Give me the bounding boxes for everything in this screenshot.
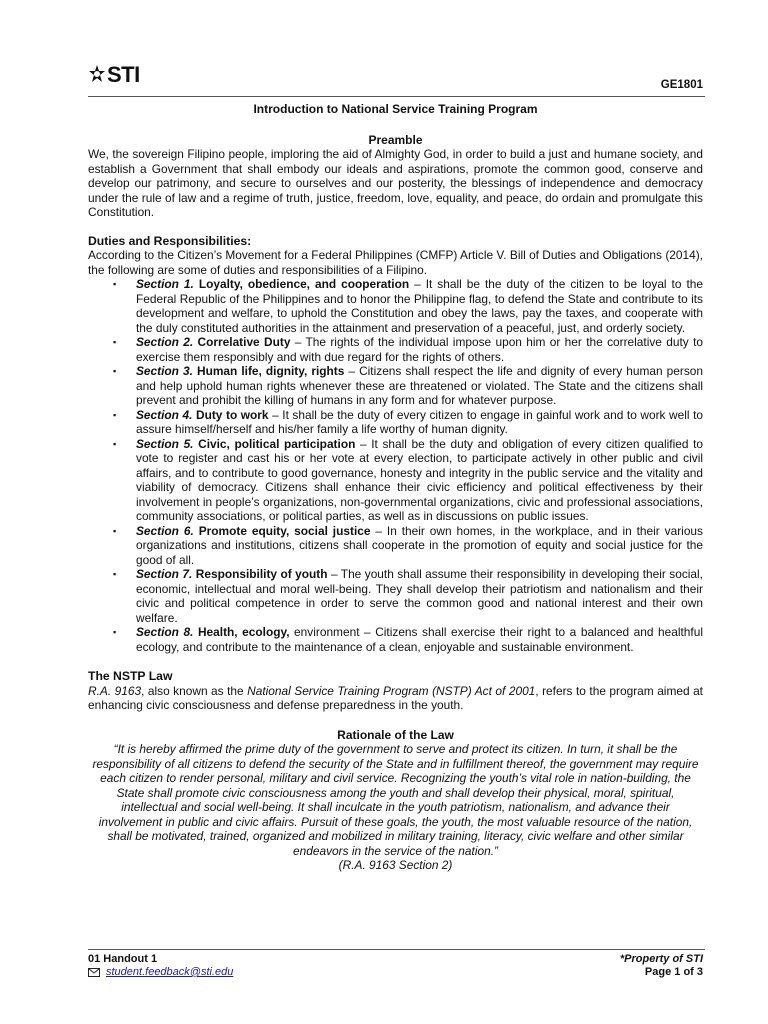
nstp-text-1: , also known as the	[141, 683, 248, 698]
sti-logo	[88, 63, 140, 87]
email-row	[88, 966, 233, 979]
nstp-act: National Service Training Program (NSTP) Act of 2001	[247, 683, 536, 698]
section-number: Section 1.	[136, 277, 194, 291]
section-title: Promote equity, social justice	[198, 523, 371, 538]
rationale-heading: Rationale of the Law	[337, 727, 454, 742]
section-text: – Citizens shall respect the life and dignity of every human person and help uphold human rights whenever these are threatened or violated. The State and the citizens shall prevent and prohibit the killing of humans in any form and for whatever purpose.	[136, 364, 703, 407]
section-number: Section 7.	[136, 567, 193, 581]
list-item	[88, 364, 703, 408]
section-number: Section 5.	[136, 436, 194, 451]
section-text: – The rights of the individual impose upon him or her the correlative duty to exercise them responsibly and with due regard for the rights of others.	[136, 335, 703, 364]
bullet-icon: ▪	[113, 438, 117, 449]
bullet-icon: ▪	[113, 337, 117, 347]
section-title: Duty to work	[196, 407, 269, 422]
section-number: Section 2.	[136, 335, 194, 349]
bullet-icon: ▪	[113, 409, 117, 420]
sti-logo-icon	[88, 64, 106, 86]
section-text: environment – Citizens shall exercise their right to a balanced and healthful ecology, and contribute to the maintenance of a clean, enjoyable and sustainable environment.	[136, 625, 703, 654]
section-title: Civic, political participation	[198, 436, 356, 451]
list-item	[88, 335, 703, 364]
list-item	[88, 437, 703, 524]
list-item	[88, 625, 703, 654]
sections-list	[88, 277, 703, 654]
section-number: Section 4.	[136, 407, 193, 422]
preamble-text: We, the sovereign Filipino people, imploring the aid of Almighty God, in order to build a just and humane society, and establish a Government that shall embody our ideals and aspirations, promote the common good, conserve and develop our patrimony, and secure to ourselves and our posterity, the blessings of independence and democracy under the rule of law and a regime of truth, justice, freedom, love, equality, and peace, do ordain and promulgate this Constitution.	[88, 147, 703, 219]
duties-intro: According to the Citizen’s Movement for a Federal Philippines (CMFP) Article V. Bill of Duties and Obligations (2014), the following are some of duties and responsibilities of a Filipino.	[88, 248, 703, 277]
section-number: Section 3.	[136, 364, 193, 378]
section-title: Human life, dignity, rights	[196, 364, 345, 378]
nstp-ra: R.A. 9163	[88, 683, 142, 698]
bullet-icon: ▪	[113, 366, 117, 376]
nstp-text	[88, 684, 703, 713]
page-number: Page 1 of 3	[644, 966, 703, 978]
rationale-quote: “It is hereby affirmed the prime duty of the government to serve and protect its citizen. In turn, it shall be the responsibility of all citizens to defend the security of the State and in fulfillment thereof, the government may require each citizen to render personal, military and civil service. Recognizing the youth’s vital role in nation-building, the State shall promote civic consciousness among the youth and shall develop their physical, moral, spiritual, intellectual and social well-being. It shall inculcate in the youth patriotism, nationalism, and advance their involvement in public and civic affairs. Pursuit of these goals, the youth, the most valuable resource of the nation, shall be motivated, trained, organized and mobilized in military training, literacy, civic welfare and other similar endeavors in the service of the nation.”	[92, 742, 699, 858]
document-body	[88, 100, 703, 873]
footer-left	[88, 953, 233, 979]
nstp-heading: The NSTP Law	[88, 669, 173, 683]
nstp-text-2: , refers to the program aimed at enhancing civic consciousness and defense preparedness in the youth.	[88, 683, 703, 712]
section-title: Responsibility of youth	[195, 567, 328, 581]
section-text: – It shall be the duty and obligation of every citizen qualified to vote to register and cast his or her vote at every election, to participate actively in other public and civil affairs, and to contribute to good governance, honesty and integrity in the public service and the vitality and viability of democracy. Citizens shall enhance their civic efficiency and political effectiveness by their involvement in people’s organizations, non-governmental organizations, civic and professional associations, community associations, or political parties, as well as in discussions on public issues.	[136, 436, 703, 523]
mail-icon	[88, 968, 100, 977]
footer-right	[620, 953, 703, 979]
preamble-heading: Preamble	[368, 132, 423, 147]
section-text: – It shall be the duty of the citizen to be loyal to the Federal Republic of the Philippines and to honor the Philippine flag, to defend the State and contribute to its development and welfare, to uphold the Constitution and obey the laws, pay the taxes, and cooperate with the duly constituted authorities in the attainment and preservation of a peaceful, just, and orderly society.	[136, 277, 703, 335]
footer-rule	[88, 949, 705, 950]
bullet-icon: ▪	[113, 569, 117, 579]
property-label: *Property of STI	[619, 953, 703, 965]
bullet-icon: ▪	[113, 279, 117, 289]
section-text: – In their own homes, in the workplace, and in their various organizations and institutions, citizens shall cooperate in the promotion of equity and social justice for the good of all.	[136, 523, 703, 567]
list-item	[88, 408, 703, 437]
handout-label: 01 Handout 1	[88, 953, 158, 965]
section-text: – The youth shall assume their responsibility in developing their social, economic, intellectual and moral well-being. They shall develop their patriotism and nationalism and their civic and political competence in order to serve the common good and national interest and their own welfare.	[136, 567, 703, 625]
duties-heading: Duties and Responsibilities:	[88, 233, 252, 248]
bullet-icon: ▪	[113, 525, 117, 536]
section-text: – It shall be the duty of every citizen to engage in gainful work and to work well to assure himself/herself and his/her family a life worthy of human dignity.	[136, 407, 704, 436]
list-item	[88, 524, 703, 568]
document-title: Introduction to National Service Training Program	[253, 102, 538, 116]
section-number: Section 6.	[136, 523, 194, 538]
section-number: Section 8.	[136, 625, 194, 639]
section-title: Health, ecology,	[197, 625, 290, 639]
section-title: Correlative Duty	[197, 335, 291, 349]
rationale-citation: (R.A. 9163 Section 2)	[338, 858, 453, 872]
logo-text: STI	[107, 62, 140, 87]
list-item	[88, 277, 703, 335]
feedback-email-link[interactable]: student.feedback@sti.edu	[106, 966, 234, 978]
header-rule	[88, 96, 705, 97]
section-title: Loyalty, obedience, and cooperation	[198, 277, 410, 291]
list-item	[88, 567, 703, 625]
course-code: GE1801	[660, 79, 703, 91]
bullet-icon: ▪	[113, 627, 117, 637]
